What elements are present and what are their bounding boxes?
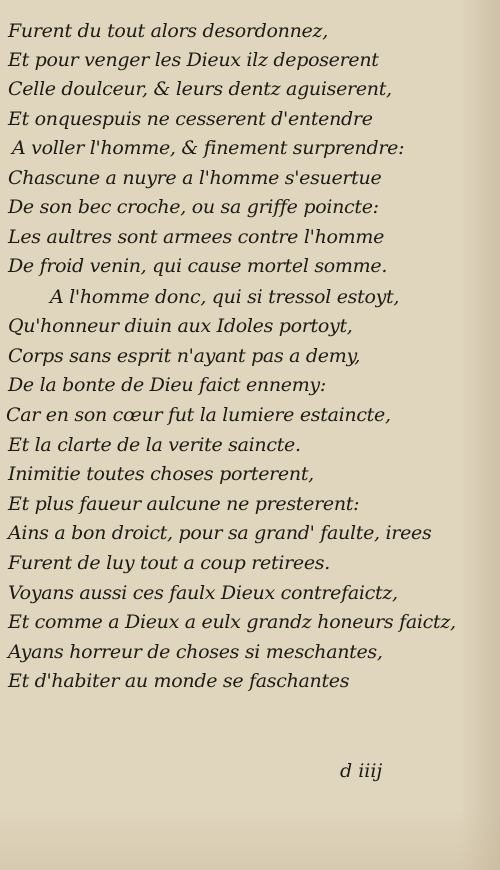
verse-line: A voller l'homme, & finement surprendre: [12,137,405,159]
verse-line: Celle doulceur, & leurs dentz aguiserent, [8,78,392,100]
verse-line: Les aultres sont armees contre l'homme [8,226,385,248]
verse-line: De son bec croche, ou sa griffe poincte: [8,196,379,218]
verse-line: Corps sans esprit n'ayant pas a demy, [8,345,361,367]
verse-line: Inimitie toutes choses porterent, [8,463,314,485]
poem-text [0,16,500,776]
verse-line: Furent du tout alors desordonnez, [8,20,328,42]
verse-line: Ains a bon droict, pour sa grand' faulte, irees [8,522,432,544]
signature-mark: d iiij [340,760,383,782]
verse-line: Et pour venger les Dieux ilz deposerent [8,49,379,71]
verse-line: Ayans horreur de choses si meschantes, [8,641,383,663]
verse-line: De la bonte de Dieu faict ennemy: [8,374,326,396]
verse-line: Et d'habiter au monde se faschantes [8,670,350,692]
verse-line: Chascune a nuyre a l'homme s'esuertue [8,167,382,189]
verse-line: Car en son cœur fut la lumiere estaincte, [6,404,391,426]
verse-line: Qu'honneur diuin aux Idoles portoyt, [8,315,353,337]
verse-line: Voyans aussi ces faulx Dieux contrefaictz, [8,582,398,604]
verse-line: Et plus faueur aulcune ne presterent: [8,493,360,515]
verse-line: Et onquespuis ne cesserent d'entendre [8,108,373,130]
verse-line: A l'homme donc, qui si tressol estoyt, [50,286,400,308]
verse-line: De froid venin, qui cause mortel somme. [8,255,388,277]
verse-line: Et la clarte de la verite saincte. [8,434,301,456]
verse-line: Et comme a Dieux a eulx grandz honeurs faictz, [8,611,456,633]
verse-line: Furent de luy tout a coup retirees. [8,552,330,574]
